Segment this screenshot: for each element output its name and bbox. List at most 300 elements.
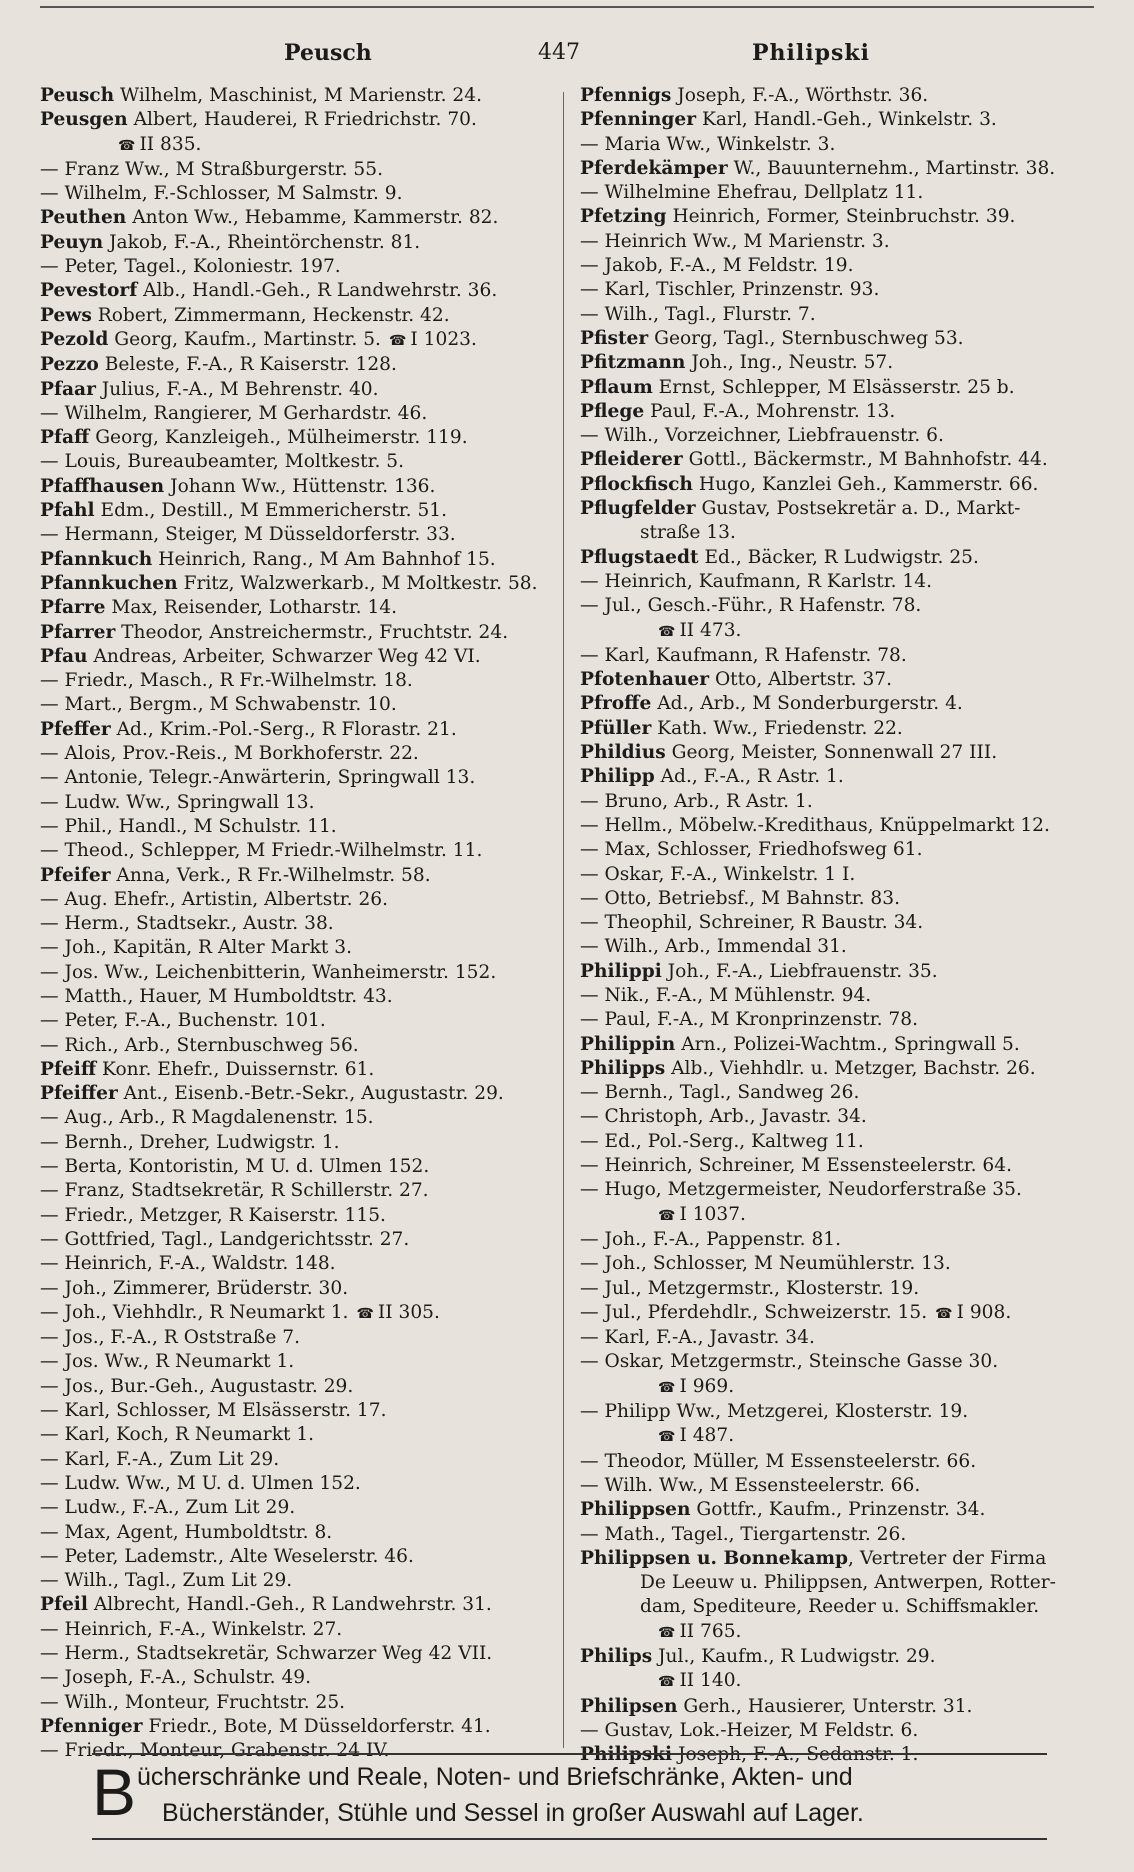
directory-entry [40,1448,548,1472]
entry-details: — Wilh. Ww., M Essensteelerstr. 66. [580,1474,921,1496]
directory-entry [40,1569,548,1593]
entry-surname: Pflege [580,400,645,422]
directory-entry [40,572,548,596]
directory-entry [580,1498,1095,1522]
directory-entry [580,1154,1095,1178]
directory-entry [40,936,548,960]
directory-entry [580,1203,1095,1228]
telephone-number [110,134,201,155]
entry-details: — Wilhelm, Rangierer, M Gerhardstr. 46. [40,402,428,424]
entry-surname: Pfau [40,645,88,667]
entry-surname: Pferdekämper [580,157,728,179]
directory-entry [580,1669,1095,1694]
directory-entry [40,133,548,158]
entry-details: — Herm., Stadtsekr., Austr. 38. [40,913,334,935]
directory-entry [40,1179,548,1203]
directory-entry [580,351,1095,375]
directory-entry [580,838,1095,862]
directory-entry [580,1375,1095,1400]
directory-entry [40,548,548,572]
entry-surname: Pflockfisch [580,473,693,495]
entry-surname: Pflaum [580,376,653,398]
entry-details: — Max, Schlosser, Friedhofsweg 61. [580,839,923,861]
telephone-icon: ☎ [118,137,136,154]
directory-entry [580,157,1095,181]
directory-entry [580,790,1095,814]
directory-entry [580,1571,1095,1595]
entry-details: — Wilh., Vorzeichner, Liebfrauenstr. 6. [580,425,944,447]
directory-entry [40,1155,548,1179]
directory-entry [40,1545,548,1569]
entry-details: Beleste, F.-A., R Kaiserstr. 128. [98,354,397,376]
directory-entry [580,1228,1095,1252]
directory-entry [580,400,1095,424]
directory-entry [40,1082,548,1106]
entry-details: — Franz Ww., M Straßburgerstr. 55. [40,158,383,180]
entry-details: — Berta, Kontoristin, M U. d. Ulmen 152. [40,1156,430,1178]
directory-entry [580,1277,1095,1301]
entry-details: — Friedr., Metzger, R Kaiserstr. 115. [40,1204,386,1226]
directory-entry [40,1228,548,1252]
entry-details: Albert, Hauderei, R Friedrichstr. 70. [127,109,477,131]
entry-surname: Philipps [580,1057,666,1079]
directory-entry [40,450,548,474]
directory-entry [580,644,1095,668]
entry-details: — Philipp Ww., Metzgerei, Klosterstr. 19. [580,1401,969,1423]
entry-details: Gottfr., Kaufm., Prinzenstr. 34. [690,1499,986,1521]
entry-details: — Jul., Metzgermstr., Klosterstr. 19. [580,1277,920,1299]
directory-entry [580,741,1095,765]
directory-entry [580,1695,1095,1719]
directory-entry [580,570,1095,594]
directory-entry [580,278,1095,302]
directory-entry [40,888,548,912]
directory-entry [40,84,548,108]
right-column [580,84,1095,1767]
entry-surname: Philippsen [580,1499,691,1521]
entry-details: Georg, Tagl., Sternbuschweg 53. [648,327,964,349]
entry-surname: Pfeiff [40,1058,97,1080]
directory-entry [580,424,1095,448]
entry-surname: Pfeifer [40,864,111,886]
entry-surname: Pfaffhausen [40,475,165,497]
directory-entry [580,376,1095,400]
entry-details: straße 13. [640,522,736,544]
directory-entry [40,1521,548,1545]
entry-details: — Heinrich, F.-A., Waldstr. 148. [40,1253,336,1275]
directory-entry [580,1008,1095,1032]
entry-details: Konr. Ehefr., Duissernstr. 61. [96,1058,375,1080]
directory-entry [40,791,548,815]
entry-surname: Philipski [580,1744,673,1766]
entry-details: dam, Spediteure, Reeder u. Schiffsmakler. [640,1596,1040,1618]
page-number: 447 [538,40,580,65]
directory-entry [580,911,1095,935]
directory-entry [580,887,1095,911]
entry-details: — Heinrich, Schreiner, M Essensteelerstr. 64. [580,1155,1012,1177]
directory-entry [580,1033,1095,1057]
entry-details: — Mart., Bergm., M Schwabenstr. 10. [40,694,397,716]
directory-entry [580,84,1095,108]
directory-entry [580,863,1095,887]
directory-entry [40,255,548,279]
telephone-number [650,1204,746,1225]
directory-entry [580,619,1095,644]
entry-details: — Nik., F.-A., M Mühlenstr. 94. [580,984,872,1006]
entry-details: Ad., Arb., M Sonderburgerstr. 4. [651,693,963,715]
directory-entry [580,546,1095,570]
entry-surname: Pfennigs [580,85,672,106]
directory-entry [40,839,548,863]
entry-surname: Pfaff [40,427,90,449]
entry-surname: Pfotenhauer [580,669,710,691]
ad-top-rule [92,1753,1047,1755]
directory-entry [40,1691,548,1715]
directory-entry [580,960,1095,984]
directory-entry [40,645,548,669]
entry-details: Ed., Bäcker, R Ludwigstr. 25. [698,546,979,568]
entry-surname: Pfetzing [580,206,667,228]
entry-details: — Phil., Handl., M Schulstr. 11. [40,815,337,837]
directory-entry [40,499,548,523]
entry-details: — Karl, Schlosser, M Elsässerstr. 17. [40,1400,387,1422]
entry-details: — Karl, Tischler, Prinzenstr. 93. [580,279,880,301]
top-rule [40,6,1094,8]
entry-surname: Pews [40,304,92,326]
entry-details: — Louis, Bureaubeamter, Moltkestr. 5. [40,451,405,473]
entry-details: Karl, Handl.-Geh., Winkelstr. 3. [696,109,997,131]
entry-details: — Gustav, Lok.-Heizer, M Feldstr. 6. [580,1719,919,1741]
entry-surname: Pevestorf [40,280,138,302]
entry-details: — Jos., Bur.-Geh., Augustastr. 29. [40,1375,354,1397]
ad-bottom-rule [92,1838,1047,1840]
directory-entry [40,1618,548,1642]
entry-surname: Pezold [40,328,109,350]
directory-entry [40,1034,548,1058]
telephone-number-text: I 487. [679,1425,735,1447]
entry-details: — Jos., F.-A., R Oststraße 7. [40,1327,301,1349]
ad-line-2: Bücherständer, Stühle und Sessel in großer Auswahl auf Lager. [162,1799,864,1827]
directory-entry [40,1350,548,1374]
entry-details: Julius, F.-A., M Behrenstr. 40. [95,378,379,400]
entry-surname: Phildius [580,742,666,764]
directory-entry [40,1423,548,1447]
entry-details: Johann Ww., Hüttenstr. 136. [164,475,436,497]
entry-surname: Pezzo [40,354,99,376]
entry-details: Ernst, Schlepper, M Elsässerstr. 25 b. [652,376,1015,398]
entry-surname: Pflugfelder [580,498,696,520]
directory-entry [40,231,548,255]
entry-surname: Pfister [580,327,649,349]
entry-details: — Bruno, Arb., R Astr. 1. [580,790,813,812]
entry-details: — Joh., Kapitän, R Alter Markt 3. [40,937,352,959]
directory-entry [580,473,1095,497]
directory-entry [580,1474,1095,1498]
entry-surname: Pfaar [40,378,96,400]
entry-details: — Wilh., Tagl., Zum Lit 29. [40,1570,293,1592]
directory-entry [40,1204,548,1228]
telephone-icon: ☎ [658,623,676,640]
entry-details: — Jul., Pferdehdlr., Schweizerstr. 15. [580,1301,928,1323]
entry-details: — Wilh., Monteur, Fruchtstr. 25. [40,1691,346,1713]
telephone-number [650,1376,734,1397]
directory-entry [40,1106,548,1130]
entry-details: Arn., Polizei-Wachtm., Springwall 5. [675,1033,1020,1055]
directory-entry [580,521,1095,545]
entry-details: Edm., Destill., M Emmericherstr. 51. [94,500,448,522]
entry-surname: Pfannkuchen [40,572,178,594]
entry-details: De Leeuw u. Philippsen, Antwerpen, Rotter- [640,1572,1056,1594]
entry-details: , Vertreter der Firma [848,1547,1047,1569]
directory-entry [580,814,1095,838]
header-last-name: Philipski [752,40,870,66]
entry-details: — Franz, Stadtsekretär, R Schillerstr. 27. [40,1180,429,1202]
telephone-number-text: I 908. [956,1301,1012,1323]
entry-surname: Philips [580,1646,653,1667]
directory-entry [580,1178,1095,1202]
telephone-number-text: II 765. [679,1620,742,1642]
directory-entry [40,864,548,888]
entry-details: — Oskar, Metzgermstr., Steinsche Gasse 30. [580,1351,999,1373]
advertisement [92,1757,1047,1837]
telephone-icon: ☎ [388,332,407,349]
entry-details: — Alois, Prov.-Reis., M Borkhoferstr. 22. [40,743,419,765]
header-first-name: Peusch [284,40,372,66]
entry-details: — Wilhelmine Ehefrau, Dellplatz 11. [580,182,924,204]
entry-details: — Bernh., Tagl., Sandweg 26. [580,1082,860,1104]
entry-details: Ad., Krim.-Pol.-Serg., R Florastr. 21. [110,718,457,740]
directory-entry [40,1642,548,1666]
entry-details: Otto, Albertstr. 37. [709,669,893,691]
entry-surname: Peuyn [40,231,104,253]
entry-surname: Pfroffe [580,693,652,715]
directory-entry [580,1547,1095,1571]
entry-details: Alb., Viehhdlr. u. Metzger, Bachstr. 26. [665,1057,1036,1079]
telephone-icon: ☎ [935,1305,953,1322]
entry-surname: Pfitzmann [580,352,686,374]
directory-entry [40,1375,548,1399]
directory-entry [40,1252,548,1276]
entry-surname: Pfarrer [40,621,116,643]
directory-entry [580,594,1095,618]
entry-details: — Paul, F.-A., M Kronprinzenstr. 78. [580,1009,918,1031]
telephone-number-text: II 473. [679,619,742,641]
entry-details: Heinrich, Rang., M Am Bahnhof 15. [152,548,496,570]
entry-details: — Joh., Zimmerer, Brüderstr. 30. [40,1277,349,1299]
telephone-number [348,1302,439,1323]
entry-details: — Joseph, F.-A., Schulstr. 49. [40,1667,312,1689]
entry-surname: Pfleiderer [580,449,683,471]
entry-details: — Hellm., Möbelw.-Kredithaus, Knüppelmarkt 12. [580,814,1050,836]
entry-details: — Math., Tagel., Tiergartenstr. 26. [580,1523,907,1545]
entry-details: Andreas, Arbeiter, Schwarzer Weg 42 VI. [87,645,481,667]
entry-details: Joh., Ing., Neustr. 57. [685,352,894,374]
entry-details: Georg, Kanzleigeh., Mülheimerstr. 119. [89,427,468,449]
entry-details: — Heinrich Ww., M Marienstr. 3. [580,230,890,252]
directory-entry [580,133,1095,157]
directory-entry [40,1593,548,1617]
entry-details: Joh., F.-A., Liebfrauenstr. 35. [661,960,938,982]
entry-details: Albrecht, Handl.-Geh., R Landwehrstr. 31. [87,1594,492,1616]
entry-details: Anna, Verk., R Fr.-Wilhelmstr. 58. [110,864,431,886]
directory-entry [40,1277,548,1301]
entry-details: Paul, F.-A., Mohrenstr. 13. [644,400,896,422]
entry-details: — Jos. Ww., R Neumarkt 1. [40,1351,295,1373]
entry-details: Georg, Kaufm., Martinstr. 5. [108,328,381,350]
telephone-number [650,1670,741,1691]
directory-entry [40,693,548,717]
entry-details: Friedr., Bote, M Düsseldorferstr. 41. [142,1715,491,1737]
directory-entry [40,426,548,450]
entry-details: Ad., F.-A., R Astr. 1. [654,766,844,788]
directory-entry [40,475,548,499]
entry-details: — Antonie, Telegr.-Anwärterin, Springwall 13. [40,767,476,789]
entry-details: — Friedr., Monteur, Grabenstr. 24 IV. [40,1740,390,1762]
directory-entry [580,1081,1095,1105]
entry-surname: Pfenninger [580,109,697,131]
entry-details: — Maria Ww., Winkelstr. 3. [580,133,836,155]
telephone-number [650,1621,741,1642]
directory-entry [580,935,1095,959]
directory-entry [40,279,548,303]
entry-details: — Karl, Koch, R Neumarkt 1. [40,1424,315,1446]
directory-entry [580,692,1095,716]
directory-entry [40,718,548,742]
entry-details: — Joh., F.-A., Pappenstr. 81. [580,1228,842,1250]
directory-entry [40,328,548,353]
entry-details: Hugo, Kanzlei Geh., Kammerstr. 66. [692,473,1039,495]
entry-surname: Peuthen [40,207,127,229]
directory-entry [580,1301,1095,1326]
directory-entry [40,766,548,790]
entry-details: — Peter, Lademstr., Alte Weselerstr. 46. [40,1545,414,1567]
telephone-number-text: I 1037. [679,1203,746,1225]
entry-details: — Wilh., Tagl., Flurstr. 7. [580,303,816,325]
telephone-number [650,620,741,641]
directory-entry [580,1645,1095,1669]
directory-entry [580,1400,1095,1424]
ad-initial: B [92,1755,137,1829]
directory-entry [580,254,1095,278]
directory-entry [40,815,548,839]
directory-entry [580,984,1095,1008]
entry-details: Heinrich, Former, Steinbruchstr. 39. [666,206,1016,228]
entry-surname: Philipsen [580,1695,678,1717]
directory-entry [580,303,1095,327]
entry-details: Jakob, F.-A., Rheintörchenstr. 81. [103,231,421,253]
entry-surname: Philippsen u. Bonnekamp [580,1547,849,1569]
entry-surname: Peusgen [40,109,128,131]
entry-details: Ant., Eisenb.-Betr.-Sekr., Augustastr. 29. [117,1083,504,1105]
directory-entry [580,181,1095,205]
directory-entry [40,1496,548,1520]
directory-entry [580,668,1095,692]
entry-details: Georg, Meister, Sonnenwall 27 III. [665,742,998,764]
entry-surname: Philippin [580,1033,676,1055]
telephone-number [650,1425,734,1446]
directory-entry [580,1130,1095,1154]
entry-surname: Pfannkuch [40,548,153,570]
entry-details: Theodor, Anstreichermstr., Fruchtstr. 24. [115,621,509,643]
entry-details: — Matth., Hauer, M Humboldtstr. 43. [40,985,393,1007]
entry-details: — Ludw. Ww., M U. d. Ulmen 152. [40,1472,361,1494]
entry-details: — Peter, Tagel., Koloniestr. 197. [40,256,341,278]
telephone-icon: ☎ [658,1207,676,1224]
directory-entry [40,353,548,377]
directory-entry [580,717,1095,741]
telephone-number [381,329,477,350]
entry-details: — Hugo, Metzgermeister, Neudorferstraße 35. [580,1179,1022,1201]
entry-details: — Joh., Schlosser, M Neumühlerstr. 13. [580,1253,951,1275]
directory-entry [580,765,1095,789]
directory-entry [580,1620,1095,1645]
entry-surname: Pfenniger [40,1715,143,1737]
directory-entry [40,1009,548,1033]
directory-entry [40,304,548,328]
entry-details: Jul., Kaufm., R Ludwigstr. 29. [652,1646,936,1667]
telephone-number-text: II 140. [679,1670,742,1692]
directory-entry [580,497,1095,521]
directory-entry [40,621,548,645]
directory-entry [40,182,548,206]
entry-details: Kath. Ww., Friedenstr. 22. [651,717,903,739]
entry-details: — Ed., Pol.-Serg., Kaltweg 11. [580,1130,864,1152]
directory-entry [580,1350,1095,1374]
directory-entry [580,1424,1095,1449]
entry-details: — Ludw. Ww., Springwall 13. [40,791,315,813]
telephone-icon: ☎ [658,1674,676,1691]
telephone-icon: ☎ [356,1305,374,1322]
entry-details: — Otto, Betriebsf., M Bahnstr. 83. [580,887,900,909]
telephone-number-text: II 835. [139,133,202,155]
entry-details: — Karl, Kaufmann, R Hafenstr. 78. [580,644,907,666]
directory-entry [40,1131,548,1155]
entry-details: — Rich., Arb., Sternbuschweg 56. [40,1034,359,1056]
directory-entry [40,402,548,426]
directory-entry [580,108,1095,132]
entry-details: — Oskar, F.-A., Winkelstr. 1 I. [580,863,856,885]
entry-details: — Heinrich, F.-A., Winkelstr. 27. [40,1618,343,1640]
directory-entry [40,961,548,985]
entry-details: Joseph, F.-A., Wörthstr. 36. [671,85,929,106]
entry-details: — Aug., Arb., R Magdalenenstr. 15. [40,1107,374,1129]
directory-entry [580,1105,1095,1129]
telephone-number-text: II 305. [377,1301,440,1323]
telephone-number [927,1302,1011,1323]
entry-details: — Herm., Stadtsekretär, Schwarzer Weg 42 VII. [40,1643,493,1664]
entry-details: — Heinrich, Kaufmann, R Karlstr. 14. [580,570,932,592]
entry-details: — Theophil, Schreiner, R Baustr. 34. [580,912,924,934]
entry-details: — Aug. Ehefr., Artistin, Albertstr. 26. [40,888,389,910]
directory-entry [40,669,548,693]
directory-entry [580,230,1095,254]
directory-entry [580,1057,1095,1081]
entry-details: — Gottfried, Tagl., Landgerichtsstr. 27. [40,1228,410,1250]
entry-details: — Wilh., Arb., Immendal 31. [580,936,847,958]
directory-entry [40,1058,548,1082]
entry-details: Max, Reisender, Lotharstr. 14. [105,597,398,619]
directory-entry [40,1326,548,1350]
telephone-icon: ☎ [658,1379,676,1396]
entry-surname: Pflugstaedt [580,546,699,568]
entry-details: — Jul., Gesch.-Führ., R Hafenstr. 78. [580,595,922,617]
telephone-number-text: I 969. [679,1375,735,1397]
entry-details: — Christoph, Arb., Javastr. 34. [580,1106,867,1128]
entry-surname: Pfeiffer [40,1083,118,1105]
directory-entry [580,1719,1095,1743]
entry-details: — Friedr., Masch., R Fr.-Wilhelmstr. 18. [40,670,413,692]
entry-surname: Philipp [580,766,655,788]
